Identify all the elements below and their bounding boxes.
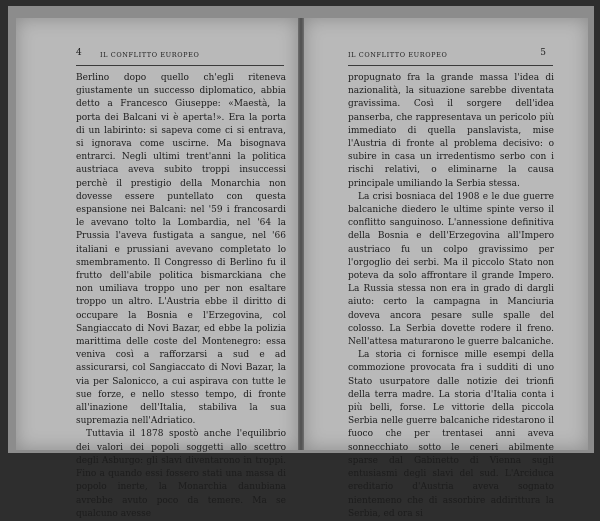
paragraph: propugnato fra la grande massa l'idea di nazionalità, la situazione sarebbe diventata gravissima. Così il sorgere dell'idea panserba, che rappresentava un pericolo più immediato di quella panslavista, mise l'Austria di fronte al problema decisivo: o subire in casa un irredentismo serbo con i rischi relativi, o eliminarne la causa principale umiliando la Serbia stessa.: [348, 73, 554, 189]
paragraph: Tuttavia il 1878 spostò anche l'equilibrio dei valori dei popoli soggetti allo scettro degli Asburgo: gli slavi diventarono in troppi. Fino a quando essi fossero stati una massa di popolo inerte, la Monarchia danubiana avrebbe avuto poco da temere. Ma se qualcuno avesse: [76, 429, 286, 519]
header-rule: [76, 65, 284, 66]
running-head: IL CONFLITTO EUROPEO: [348, 51, 448, 59]
right-page-body: [348, 72, 554, 521]
header-rule: [348, 65, 553, 66]
paragraph: La crisi bosniaca del 1908 e le due guerre balcaniche diedero le ultime spinte verso il conflitto sanguinoso. L'annessione definitiva della Bosnia e dell'Erzegovina all'Impero austriaco fu un colpo gravissimo per l'orgoglio dei serbi. Ma il piccolo Stato non poteva da solo affrontare il grande Impero. La Russia stessa non era in grado di dargli aiuto: certo la campagna in Manciuria doveva ancora pesare sulle spalle del colosso. La Serbia dovette rodere il freno. Nell'attesa maturarono le guerre balcaniche.: [348, 191, 554, 348]
paragraph: Berlino dopo quello ch'egli riteneva giustamente un successo diplomatico, abbia detto a Francesco Giuseppe: «Maestà, la porta dei Balcani vi è aperta!». Era la porta di un labirinto: si sapeva come ci si entrava, si ignorava come uscirne. Ma bisognava entrarci. Negli ultimi trent'anni la politica austriaca aveva subito troppi insuccessi perchè il prestigio della Monarchia non dovesse essere puntellato con questa espansione nei Balcani: nel '59 i francosardi le avevano tolto la Lombardia, nel '64 la Prussia l'aveva fustigata a sangue, nel '66 italiani e prussiani avevano completato lo smembramento. Il Congresso di Berlino fu il frutto dell'abile politica bismarckiana che non umiliava troppo uno per non esaltare troppo un altro. L'Austria ebbe il diritto di occupare la Bosnia e l'Erzegovina, col Sangiaccato di Novi Bazar, ed ebbe la polizia marittima delle coste del Montenegro: essa veniva così a rafforzarsi a sud e ad assicurarsi, col Sangiaccato di Novi Bazar, la via per Salonicco, a cui aspirava con tutte le sue forze, e nello stesso tempo, di fronte all'inazione dell'Italia, stabiliva la sua supremazia nell'Adriatico.: [76, 73, 286, 427]
right-page-header: [304, 48, 588, 62]
page-number: 5: [540, 48, 546, 58]
page-number: 4: [76, 48, 82, 58]
left-page-body: [76, 72, 286, 521]
left-page-header: [16, 48, 298, 62]
book-spread: [8, 6, 594, 519]
right-page: [304, 18, 588, 519]
running-head: IL CONFLITTO EUROPEO: [100, 51, 200, 59]
paragraph: La storia ci fornisce mille esempi della commozione provocata fra i sudditi di uno Stato usurpatore dalle notizie dei trionfi della terra madre. La storia d'Italia conta i più belli, forse. Le vittorie della piccola Serbia nelle guerre balcaniche ridestarono il fuoco che per trentasei anni aveva sonnecchiato sotto le ceneri abilmente sparse dal Gabinetto di Vienna sugli entusiasmi degli slavi del sud. L'Arciduca ereditario d'Austria aveva sognato nientemeno che di assorbire addirittura la Serbia, ed ora si: [348, 350, 554, 519]
left-page: [16, 18, 298, 519]
